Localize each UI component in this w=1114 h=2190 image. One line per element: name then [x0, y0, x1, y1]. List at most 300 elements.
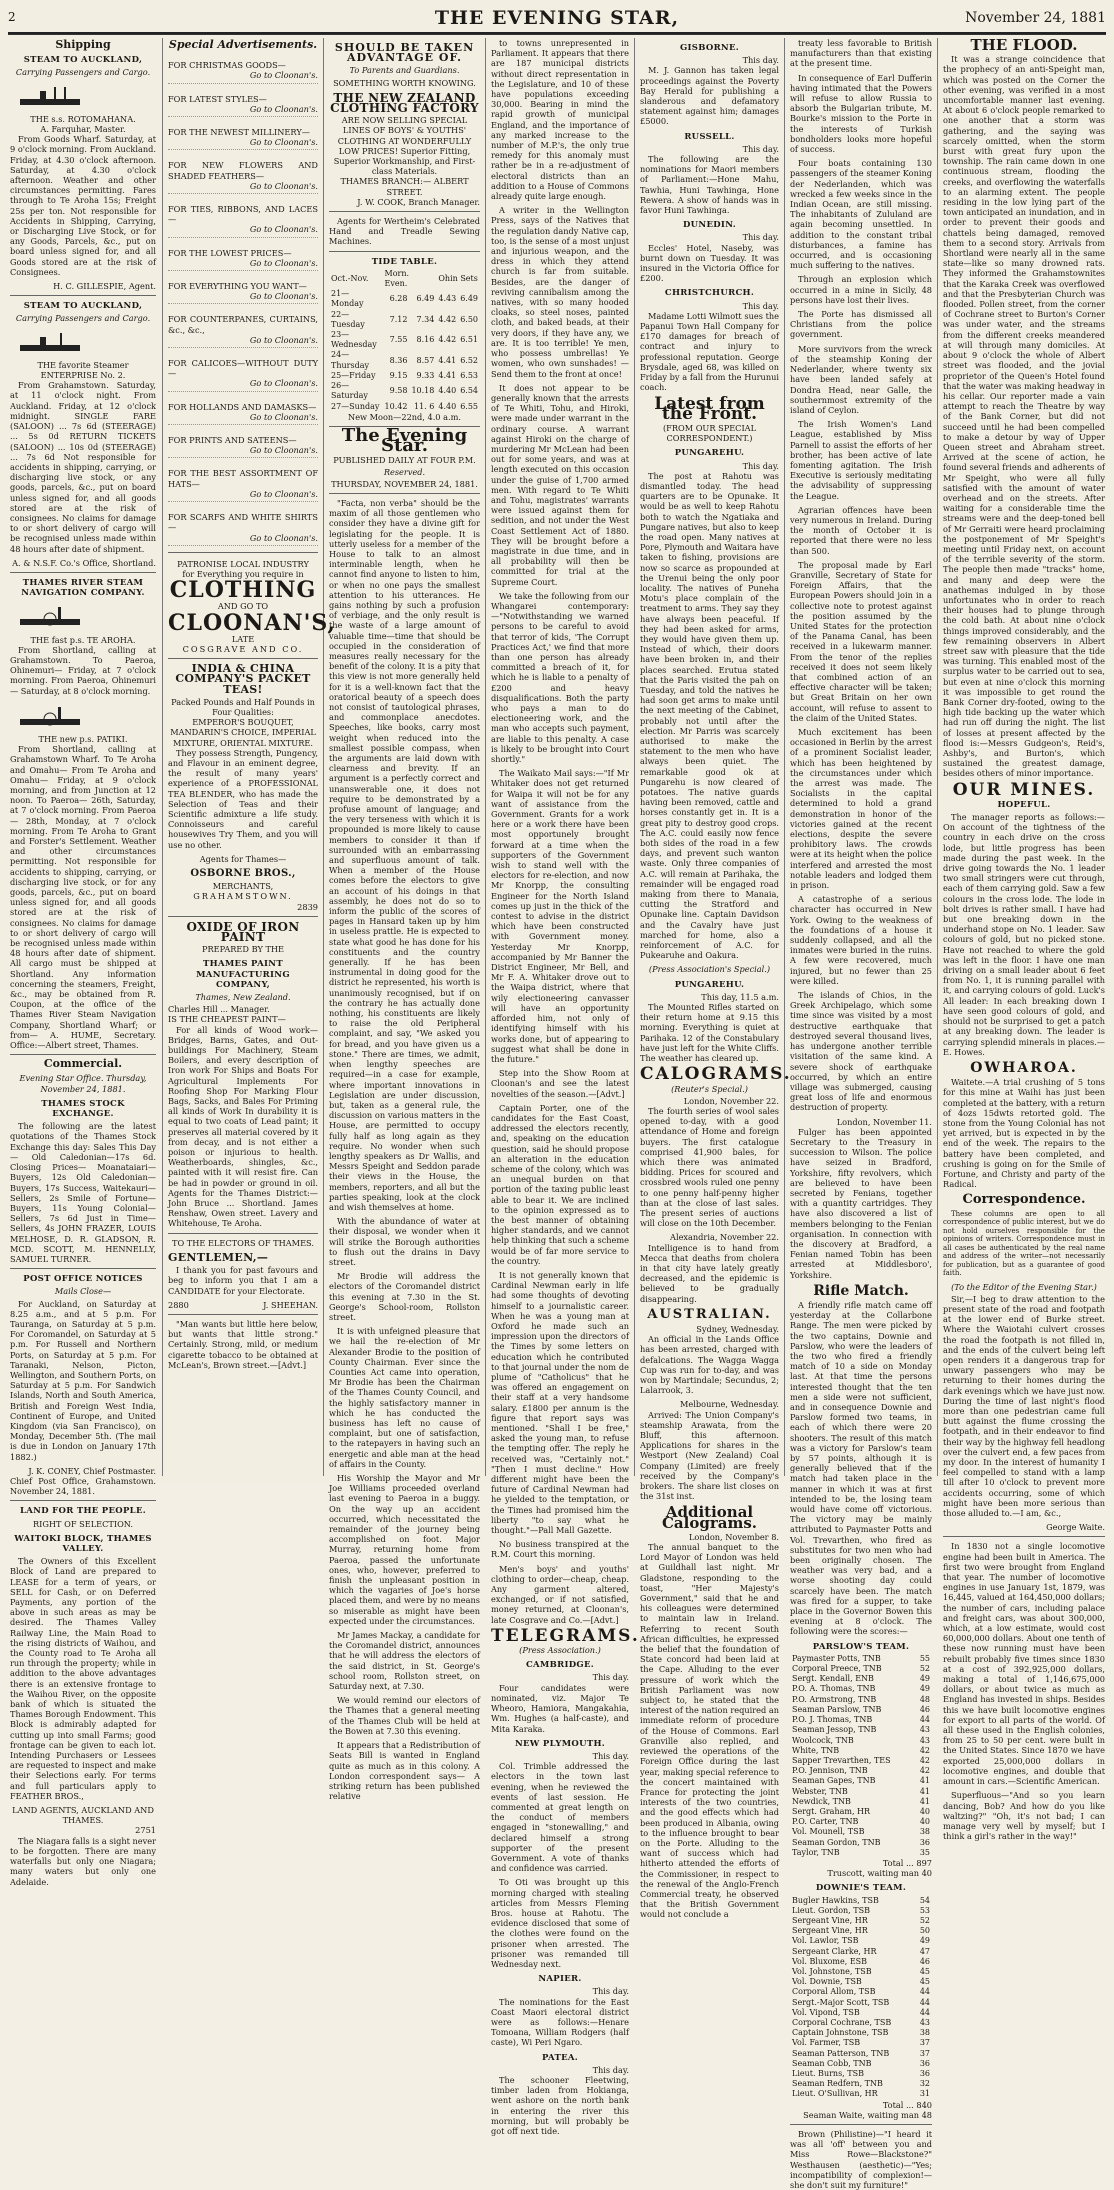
table-row — [790, 1817, 932, 1827]
shooter-score: 42 — [919, 1766, 930, 1776]
shooter-score: 36 — [919, 1837, 930, 1847]
leader-paragraph: "Facta, non verba" should be the maxim of all those gentlemen who consider they have a divine gift for legislating for the people. It is utterly useless for a member of the House to talk to an almost interminable length, when he cannot find anyone to listen to him, or when no one pays the smallest attention to his utterances. He gains nothing by such a profusion of verbiage, and the only result is the waste of a large amount of valuable time—time that should be occupied in the consideration of measures really necessary for the benefit of the colony. It is a pity that this view is not more generally held for it is a well-known fact that the oratorical beauty of a speech does not consist of tautological phrases, and commonplace anecdotes. Speeches, like books, carry most weight when reduced into the smallest possible compass, when the arguments are laid down with clearness and brevity. If an argument is a perfectly correct and unanswerable one, it does not require to be demonstrated by a profuse amount of language; and the very terseness with which it is propounded is more likely to cause members to consider it than if surrounded with an embarrassing and superfluous amount of talk. When a member of the House comes before the electors to give an account of his doings in that assembly, he does not do so to inform the public of the scores of pages in Hansard taken up by him in useless prattle. He is expected to state what good he has done for his constituents and the country generally. If he has been instrumental in doing good for the district he represented, his worth is unanimously recognised, but if on the contrary he has actually done nothing, his constituents are likely to raise the old Peripheral complaint, and say, "We asked you for bread, and you have given us a stone." There are times, we admit, when lengthy speeches are required—in a case for example, where important innovations in Legislation are under discussion, but, taken as a general rule, the discussion on various matters in the House, are permitted to occupy fully half as long again as they require. No wonder when such lengthy speakers as Dr Wallis, and Messrs Speight and Seddon parade their views in the House, the members, reporters, and all but the parties speaking, look at the clock and wish themselves at home. — [329, 497, 480, 1212]
star-title: The Evening Star. — [341, 424, 468, 457]
post-office-body: For Auckland, on Saturday at 8.25 a.m., and at 5 p.m. For Tauranga, on Saturday at 5 p.m. For Coromandel, on Saturday at 5 p.m. For Russell and Northern Ports, on Saturday at 5 p.m. For Taranaki, Nelson, Picton, Wellington, and Southern Ports, on Saturday at 5 p.m. For Sandwich Islands, North and South America, British and Foreign West India, Continent of Europe, and United Kingdom (via San Francisco), on Monday, December 5th. (The mail is due in London on January 17th 1882.) — [10, 1298, 156, 1462]
news-paragraph: It is not generally known that Cardinal Newman early in life had some thoughts of devoting himself to a journalistic career. When he was a young man at Oxford he made such an impression upon the directors of the Times by some letters on education which he contributed to that journal under the nom de plume of "Catholicus" that he was offered an engagement on their staff at a very handsome salary. £1800 per annum is the figure that report says was mentioned. "Shall I be free," asked the young man, to refuse the tempting offer. The reply he received was, "Certainly not." "Then I must decline." How different might have been the future of Cardinal Newman had he yielded to the temptation, or the Times had promised him the liberty "to say what he thought."—Pall Mall Gazette. — [491, 1269, 629, 1536]
india-list: EMPEROR'S BOUQUET, MANDARIN'S CHOICE, IMPERIAL MIXTURE, ORIENTAL MIXTURE. — [170, 717, 316, 748]
column-rule — [162, 38, 163, 1476]
tide-table-header — [329, 269, 480, 289]
column-rule — [784, 38, 785, 1476]
tide-cell: 6.49 — [416, 294, 435, 304]
cloonan-ad-line — [168, 248, 318, 271]
goto-text: AND GO TO — [217, 601, 269, 612]
shooter-score: 42 — [919, 1755, 930, 1765]
telegram-paragraph: Four candidates were nominated, viz. Major Te Wheoro, Hamiora, Mangakahia, Wm. Hughes (a half-caste), and Mita Karaka. — [491, 1682, 629, 1734]
shooter-name: Sergt. Kendall, ENB — [792, 1674, 874, 1684]
column-shipping — [10, 38, 156, 1887]
tide-table — [329, 269, 480, 412]
tide-cell: 7.34 — [416, 314, 435, 324]
column-cables-rifle — [790, 38, 932, 2190]
land-body: The Owners of this Excellent Block of Land are prepared to LEASE for a term of years, or SELL for Cash, or on Deferred Payments, any portion of the above in such areas as may be desired. The Thames Valley Railway Line, the Main Road to the rising districts of Waihou, and the County road to Te Aroha all run through the property; while in addition to the above advantages there is an extensive frontage to the Waihou River, on the opposite bank of which is situated the Thames Borough Endowment. This Block is admirably adapted for cutting up into small Farms; good frontage can be given to each lot. Intending Purchasers or Lessees are requested to inspect and make their Selections early. For terms and full particulars apply to FEATHER BROS., — [10, 1556, 156, 1801]
ad-number: 2751 — [135, 1825, 156, 1836]
stock-quotations: The following are the latest quotations of the Thames Stock Exchange this day: Sales This Day— Old Caledonian—17s 6d. Closing Prices— Moanataiari—Buyers, 12s Old Caledonian—Buyers, 17s Success, Waitekauri—Sellers, 2s Smile of Fortune—Buyers, 11s Young Colonial—Sellers, 7s 6d Just in Time—Sellers, 4s JOHN FRAZER, LOUIS MELHOSE, D. R. GLADSON, R. MCD. SCOTT, M. HENNELLY, SAMUEL TURNER. — [10, 1121, 156, 1264]
cloonan-ad-text: FOR THE LOWEST PRICES— — [168, 247, 292, 258]
ship-name: THE fast p.s. TE AROHA. — [30, 634, 136, 645]
cosgrave-text: COSGRAVE AND CO. — [182, 643, 304, 654]
parslow-total: Total ... 897 — [882, 1857, 932, 1868]
cable-paragraph: treaty less favorable to British manufacturers than that existing at the present time. — [790, 38, 932, 69]
dateline-place: CHRISTCHURCH. — [664, 288, 755, 299]
tide-header-cell: Ohin Sets — [438, 273, 478, 283]
dateline-time: This day. — [592, 1986, 629, 1997]
shooter-score: 41 — [919, 1796, 930, 1806]
table-row — [790, 1654, 932, 1664]
shooter-score: 49 — [919, 1936, 930, 1946]
cloonan-ad-text: FOR HOLLANDS AND DAMASKS— — [168, 401, 317, 412]
table-row — [790, 1848, 932, 1858]
dateline-place: GISBORNE. — [679, 43, 740, 53]
shooter-name: Taylor, TNB — [792, 1847, 840, 1857]
tide-cell: 6.28 — [389, 294, 408, 304]
humour-snippet: Brown (Philistine)—"I heard it was all 'off' between you and Miss Rowe—Blackstone?" Westhausen (aesthetic)—"Yes; incompatibility of complexion!—she don't suit my furniture!" — [790, 2129, 932, 2190]
table-row — [790, 1838, 932, 1848]
shooter-score: 31 — [919, 2089, 930, 2099]
oxide-sub: PREPARED BY THE — [201, 944, 285, 955]
osborne-name: OSBORNE BROS., — [190, 867, 296, 879]
tide-cell: 6.51 — [460, 335, 478, 345]
shooter-score: 37 — [919, 2048, 930, 2058]
shooter-name: Corporal Preece, TNB — [792, 1664, 882, 1674]
leader-paragraph: We would remind our electors of the Thames that a general meeting of the Thames Club will be held at the Bowen at 7.30 this evening. — [329, 1695, 480, 1736]
cloonan-ad-list — [168, 60, 318, 546]
press-special: (Press Association's Special.) — [648, 964, 771, 975]
shooter-score: 37 — [919, 2038, 930, 2048]
shooter-name: Webster, TNB — [792, 1786, 848, 1796]
table-row — [790, 1936, 932, 1946]
steamship-icon — [10, 83, 156, 109]
cloonan-ad-line — [168, 60, 318, 83]
oxide-location: Thames, New Zealand. — [195, 992, 291, 1003]
section-heading-commercial: Commercial. — [43, 1057, 123, 1071]
cable-paragraph: Fulger has been appointed Secretary to the Treasury in succession to Wilson. The police have seized in Bradford, Yorkshire, fifty revolvers, which are believed to have been secreted by Fenians, together with a quantity cartridges. They have also discovered a list of members belonging to the Fenian organisation. In connection with the discovery at Bradford, a Fenian named Tobin has been arrested at Middlesboro', Yorkshire. — [790, 1126, 932, 1280]
tide-cell: 23—Wednesday — [331, 330, 377, 350]
humour-snippet: Superfluous—"And so you learn dancing, Bob? And how do you like waltzing?" "Oh, it's not bad; I can manage very well by myself; but I think a girl's rather in the way!" — [943, 1790, 1105, 1842]
dateline-place: RUSSELL. — [684, 131, 735, 142]
cloonan-ad-text: FOR CHRISTMAS GOODS— — [168, 60, 286, 71]
shooter-name: Vol. Lawlor, TSB — [792, 1936, 859, 1946]
dateline-time: London, November 22. — [683, 1095, 779, 1106]
table-row — [790, 1705, 932, 1715]
calograms-heading: CALOGRAMS. — [640, 1064, 792, 1085]
steamship-icon — [10, 329, 156, 355]
shooter-name: Lieut. O'Sullivan, HR — [792, 2089, 878, 2099]
table-row — [790, 1926, 932, 1936]
cloonan-ad-text: FOR NEW FLOWERS AND SHADED FEATHERS— — [168, 160, 318, 181]
dateline-place: PATEA. — [541, 2052, 579, 2063]
shooter-score: 44 — [919, 1715, 930, 1725]
shooter-score: 49 — [919, 1684, 930, 1694]
clothing-factory-heading: SHOULD BE TAKEN ADVANTAGE OF. — [334, 41, 475, 65]
shooter-score: 40 — [919, 1817, 930, 1827]
news-paragraph: Captain Porter, one of the candidates for the East Coast, addressed the electors recently, and, speaking on the education question, said he should propose an alteration in the education scheme of the colony, which was an unequal burden on that portion of the taxing public least able to bear it. We are inclined to the opinion expressed as to the best manner of obtaining higher standards, and we cannot help thinking that such a scheme would be of far more service to the country. — [491, 1102, 630, 1266]
shooter-name: Paymaster Potts, TNB — [792, 1653, 881, 1663]
ad-agent: A. & N.S.F. Co.'s Office, Shortland. — [12, 557, 156, 568]
shooter-score: 38 — [919, 2028, 930, 2038]
telegram-paragraph: Eccles' Hotel, Naseby, was burnt down on Tuesday. It was insured in the Victoria Office for £200. — [640, 242, 779, 284]
calogram-paragraph: The fourth series of wool sales opened to-day, with a good attendance of Home and foreign buyers. The first catalogue comprised 41,900 bales, for which there was animated bidding. Prices for scoured and crossbred wools ruled one penny to one penny half-penny higher than at the close of last sales. The present series of auctions will close on the 10th December. — [640, 1105, 779, 1229]
ad-body: From Goods Wharf. Saturday, at 9 o'clock morning. From Auckland. Friday, at 4.30 o'clock afternoon. Saturday, at 4.30 o'clock afternoon. Weather and other circumstances permitting. Fares through to Te Aroha 15s; Freight 25s per ton. Not responsible for Accidents in Shipping, Carrying, or Discharging Live Stock, or for any Goods, Parcels, &c., put on board unless signed for, and all Goods stored are at the risk of Consignees. — [10, 134, 156, 277]
calograms-sub: (Reuter's Special.) — [671, 1083, 748, 1094]
clothing-factory-name: THE NEW ZEALAND CLOTHING FACTORY — [330, 90, 479, 116]
tide-cell: 27—Sunday — [331, 401, 380, 411]
india-china-heading: INDIA & CHINA COMPANY'S PACKET TEAS! — [175, 662, 311, 696]
tide-cell: 6.50 — [460, 314, 478, 324]
shooter-name: P.O. A. Thomas, TNB — [792, 1684, 876, 1694]
clothing-factory-branch: THAMES BRANCH:— ALBERT STREET. — [340, 176, 469, 197]
dateline-time: This day. — [742, 143, 779, 154]
dateline-time: This day, 11.5 a.m. — [701, 991, 779, 1002]
correspondence-note: These columns are open to all correspondence of public interest, but we do not hold ourselves responsible for the opinions of writers. Correspondence must in all cases be authenticated by the real name and address of the writer—not necessarily for publication, but as a guarantee of good faith. — [943, 1209, 1105, 1278]
cloonan-ad-line — [168, 160, 318, 194]
cloonan-ad-goto: Go to Cloonan's. — [249, 70, 318, 81]
tide-cell: 4.41 — [438, 355, 457, 365]
ad-agent: H. C. GILLESPIE, Agent. — [53, 281, 156, 292]
divider — [329, 493, 480, 494]
clothing-factory-tagline: SOMETHING WORTH KNOWING. — [333, 77, 476, 88]
parslow-scores — [790, 1654, 932, 1858]
divider — [10, 572, 156, 573]
land-sub: RIGHT OF SELECTION. — [32, 1518, 134, 1529]
tide-cell: 9.15 — [389, 370, 408, 380]
ad-subheading: Carrying Passengers and Cargo. — [15, 313, 151, 324]
shooter-score: 35 — [919, 1847, 930, 1857]
telegram-paragraph: The following are the nominations for Maori members of Parliament:—Hone Mahu, Tawhia, Huni Tawhinga, Hone Rewera. A show of hands was in favor Huni Tawhinga. — [640, 154, 779, 216]
column-special-adverts — [168, 38, 337, 1478]
cloonan-ad-line — [168, 435, 318, 458]
column-rule — [323, 38, 324, 1476]
table-row — [790, 1776, 932, 1786]
cloonan-ad-text: FOR THE BEST ASSORTMENT OF HATS— — [168, 468, 318, 489]
column-editorial — [329, 38, 480, 1802]
shooter-score: 48 — [919, 1694, 930, 1704]
news-paragraph: to towns unrepresented in Parliament. It appears that there are 187 municipal districts without direct representation in the Legislature, and 10 of these have populations exceeding 30,000. Bearing in mind the rapid growth of municipal England, and the importance of any marked increase to the number of M.P.'s, the only true remedy for this anomaly must rather be in a re-adjustment of electoral districts than an addition to a House of Commons already quite large enough. — [491, 38, 629, 202]
dateline-time: This day. — [742, 232, 779, 243]
correspondence-to-editor: (To the Editor of the Evening Star.) — [951, 1281, 1097, 1292]
paddle-steamer-icon — [10, 603, 156, 629]
shooter-score: 53 — [919, 1905, 930, 1915]
ad-heading: STEAM TO AUCKLAND, — [23, 55, 143, 66]
tide-cell: 8.16 — [416, 335, 435, 345]
column-flood-mines — [943, 36, 1105, 1842]
table-row — [329, 330, 480, 350]
divider — [168, 658, 318, 659]
india-agents: Agents for Thames— — [199, 853, 287, 864]
shooter-score: 52 — [919, 1664, 930, 1674]
news-paragraph: Men's boys' and youths' clothing to order—cheap, cheap. Any garment altered, exchanged, or if not satisfied, money returned, at Cloonan's, late Cosgrave and Co.—[Advt.] — [491, 1563, 629, 1625]
shooter-name: Captain Johnstone, TSB — [792, 2028, 889, 2038]
telegram-paragraph: The schooner Fleetwing, timber laden from Hokianga, went ashore on the north bank in entering the river this morning, but will probably be got off next tide. — [491, 2075, 629, 2137]
patronise-heading: PATRONISE LOCAL INDUSTRY — [177, 558, 309, 569]
ship-master: A. Farquhar, Master. — [40, 124, 126, 135]
table-row — [790, 1947, 932, 1957]
dateline-time: This day. — [592, 2064, 629, 2075]
ad-subheading: Carrying Passengers and Cargo. — [15, 67, 151, 78]
shooter-name: Lieut. Burns, TSB — [792, 2069, 864, 2078]
leader-paragraph: It is with unfeigned pleasure that we hail the re-election of Mr Alexander Brodie to the position of County Chairman. Ever since the Counties Act came into operation, Mr Brodie has been the Chairman of the Thames County Council, and the highly satisfactory manner in which he has conducted the business has left no cause of complaint, but one of satisfaction, to the ratepayers in having such an energetic and able man at the head of affairs in the County. — [329, 1326, 480, 1469]
newspaper-title: THE EVENING STAR, — [434, 7, 680, 29]
leader-paragraph: His Worship the Mayor and Mr Joe Williams proceeded overland last evening to Paeroa in a buggy. On the way up an accident occurred, which necessitated the remainder of the journey being accomplished on foot. Major Murray, returning home from Paeroa, passed the unfortunate ones, who, however, preferred to finish the unpleasant position in which the vagaries of Joe's horse placed them, and were by no means so miserable as might have been expected under the circumstances. — [329, 1473, 480, 1626]
tide-cell: 24—Thursday — [331, 350, 369, 370]
tide-cell: 4.42 — [438, 335, 457, 345]
cloonan-ad-line — [168, 314, 318, 348]
downie-scores — [790, 1896, 932, 2100]
shooter-score: 32 — [919, 2079, 930, 2089]
cable-paragraph: More survivors from the wreck of the steamship Koning der Nederlander, where twenty six have been landed safely at Dondra Head, near Galle, the southernmost extremity of the island of Ceylon. — [790, 343, 932, 415]
shooter-name: Sergeant Clarke, HR — [792, 1946, 877, 1956]
advert-snippet: "Man wants but little here below, but wants that little strong." Certainly. Strong, mild, or medium cigarette tobacco to be obtained at McLean's, Brown street.—[Advt.] — [168, 1318, 318, 1370]
hopeful-heading: HOPEFUL. — [997, 799, 1051, 810]
downie-waiting: Seaman Waite, waiting man 48 — [803, 2109, 932, 2120]
shooter-name: Sergt. Graham, HR — [792, 1806, 871, 1816]
flood-report: It was a strange coincidence that the prophecy of an anti-Speight man, which was posted on the Corner the other evening, was verified in a most uncomfortable manner last evening. At about 6 o'clock people remarked to one another that a storm was gathering, and the saying was scarcely omitted, when the storm burst with great fury upon the township. The rain came down in one continuous stream, flooding the creeks, and overflowing the waterfalls to an alarming extent. The people residing in the low lying part of the town anticipated an inundation, and in order to prevent their goods and chattels being damaged, removed them to a second story. Arrivals from Shortland were nearly all in the same state—like so many drowned rats. They informed the Grahamstownites that the Karaka Creek was overflowed and that the Presbyterian Church was flooded. Pollen street, from the corner of Cochrane street to Burton's Corner was under water, and the streams from the different creeks meandered at will through many domiciles. At about 9 o'clock the whole of Albert street was flooded, and the jovial proprietor of the Queen's Hotel found that the water was making headway in his cellar. Our reporter made a vain attempt to reach the Theatre by way of the Bank Corner, but did not succeed until he had been compelled to make a detour by way of Upper Queen street and Abraham street. Arrived at the scene of action, he found several friends and adherents of Mr Speight, who were all fully satisfied with the amount of water overhead and on the streets. After waiting for a considerable time the streams were and the deep-toned bell of Mr Gerraiti were heard proclaiming the postponement of Mr Speight's meeting until Friday next, on account of the terrible severity of the storm. The people then made "tracks" home, and many and deep were the anathemas indulged in by those unfortunates who in order to reach their houses had to plunge through the cold bath. At about nine o'clock things improved considerably, and the few remaining observers in Albert street saw with pleasure that the tide was turning. This enabled most of the surplus water to be carried out to sea, but even at nine o'clock this morning it was impossible to get round the Bank Corner dry-footed, owing to the high tide backing up the water which had run off during the night. The list of losses at present affected by the flood is:—Messrs Gudgeon's, Reid's, Ashby's, and Burton's, which sustained the greatest damage, besides others of minor importance. — [943, 54, 1105, 779]
table-row — [790, 2069, 932, 2079]
dateline-place: CAMBRIDGE. — [525, 1660, 595, 1671]
oxide-cheapest: IS THE CHEAPEST PAINT— — [168, 1014, 286, 1025]
shooter-name: Sergeant Vine, HR — [792, 1926, 868, 1936]
shooter-name: Vol. Bluxome, ESB — [792, 1956, 868, 1966]
table-row — [790, 2079, 932, 2089]
divider — [10, 1054, 156, 1055]
shooter-name: Corporal Cochrane, TSB — [792, 2017, 892, 2027]
table-row — [790, 1896, 932, 1906]
table-row — [790, 1906, 932, 1916]
shooter-score: 45 — [919, 1977, 930, 1987]
mine-report: The manager reports as follows:—On account of the tightness of the country in each drive on the cross lode, but little progress has been made during the past week. In the drive going towards the No. 1 leader two small stringers were cut through, each of them carrying gold. Saw a few colours in the cross lode. The lode in bolt drives is rather small. I have had but one breaking down in the underhand stope on No. 1 leader. Saw colours of gold, but no picked stone. Have not reached to where the gold was left in the floor. I have one man driving on a small leader about 6 feet from No. 1, it is running parallel with it, and carrying colours of gold. Luck's All leader: In each breaking down I have seen good colours of gold, and should not be surprised to get a patch at any breaking down. The leader is carrying splendid minerals in places.—E. Howes. — [943, 812, 1105, 1057]
downie-team-heading: DOWNIE'S TEAM. — [815, 1883, 907, 1894]
ad-body: From Shortland, calling at Grahamstown. To Paeroa, Ohinemuri— Friday, at 7 o'clock morning. From Paeroa, Ohinemuri— Saturday, at 8 o'clock morning. — [10, 644, 156, 696]
letter-signature: George Waite. — [1046, 1522, 1105, 1533]
divider — [168, 552, 318, 553]
australian-paragraph: An official in the Lands Office has been arrested, charged with defalcations. The Wagga Wagga Cup was run for to-day, and was won by Martindale; Secundus, 2; Lalarrook, 3. — [640, 1334, 779, 1396]
rifle-match-heading: Rifle Match. — [813, 1282, 909, 1299]
india-body: They possess Strength, Pungency, and Flavour in an eminent degree, the result of many years' experience of a PROFESSIONAL TEA BLENDER, who has made the Selection of Teas and their Scientific admixture a life study. Connoisseurs and careful housewives Try Them, and you will use no other. — [168, 747, 318, 850]
shooter-name: Sergeant Vine, HR — [792, 1915, 868, 1925]
dateline-time: Sydney, Wednesday. — [696, 1323, 779, 1334]
paddle-steamer-icon — [10, 703, 156, 729]
table-row — [790, 1684, 932, 1694]
shooter-name: P.O. J. Thomas, TNB — [792, 1715, 873, 1725]
table-row — [790, 1664, 932, 1674]
shooter-score: 49 — [919, 1674, 930, 1684]
table-row — [790, 1787, 932, 1797]
leader-paragraph: Mr Brodie will address the electors of the Coromandel district this evening at 7.30 in the St. George's School-room, Rollston street. — [329, 1271, 480, 1322]
leader-paragraph: Mr James Mackay, a candidate for the Coromandel district, announces that he will address the electors of the said district, in St. George's school room, Rollston street, on Saturday next, at 7.30. — [329, 1630, 480, 1692]
shooter-name: Woolcock, TNB — [792, 1735, 854, 1745]
star-published: PUBLISHED DAILY AT FOUR P.M. — [333, 455, 476, 466]
tide-cell: 4.41 — [438, 370, 457, 380]
clothing-factory-manager: J. W. COOK, Branch Manager. — [357, 196, 480, 207]
cloonan-ad-goto: Go to Cloonan's. — [249, 180, 318, 191]
calogram-paragraph: The annual banquet to the Lord Mayor of London was held at Guildhall last night. Mr Gladstone, responding to the toast, "Her Majesty's Government," said that he and his colleagues were determined to maintain law in Ireland. Referring to recent South African difficulties, he expressed the belief that the foundation of State concord had been laid at the Cape. Alluding to the ever pressure of work which the British Parliament was now subject to, he stated that the interest of the nation required an immediate reform of procedure of the House of Commons. Earl Granville also replied, and reviewed the operations of the Foreign Office during the last year, making special reference to the concert maintained with France for protecting the joint interests of the two countries, and the good effects which had been produced in Albania, owing to the influence brought to bear on the Porte. Alluding to the want of success which had hitherto attended the efforts of the Commissioner, in respect to the renewal of the Anglo-French Commercial treaty, he observed that the British Government would not conclude a — [640, 1542, 779, 1920]
telegrams-heading: TELEGRAMS. — [491, 1625, 640, 1646]
ship-name: THE s.s. ROTOMAHANA. — [30, 113, 136, 124]
telegram-paragraph: Col. Trimble addressed the electors in the town last evening, when he reviewed the events of last session. He commented at great length on the conduct of members engaged in "stonewalling," and declared himself a strong supporter of the present Government. A vote of thanks and confidence was carried. — [491, 1761, 629, 1874]
divider — [10, 1500, 156, 1501]
cloonan-ad-line — [168, 127, 318, 150]
patronise-sub: for Everything you require in — [182, 568, 304, 579]
telegrams-sub: (Press Association.) — [519, 1645, 601, 1656]
shooter-score: 41 — [919, 1786, 930, 1796]
shooter-name: Sapper Trevarthen, TES — [792, 1755, 891, 1765]
electors-salutation: GENTLEMEN,— — [168, 1250, 269, 1264]
letter-body: Sir,—I beg to draw attention to the present state of the road and footpath at the lower end of Burke street. Where the Waiotahi culvert crosses the road the footpath is not filled in, and the ends of the culvert being left open renders it a dangerous trap for unwary passengers who may be returning to their homes during the dark evenings which we have just now. During the time of last night's flood more than one pedestrian came full butt against the flume crossing the footpath, and in their endeavor to find their way by the highway fell headlong over the culvert end, a few paces from my door. In the interest of humanity I feel compelled to stand with a lamp till after 10 o'clock to prevent more accidents occurring, some of which might have been more serious than those alluded to.—I am, &c., — [943, 1293, 1105, 1519]
shooter-name: Seaman Redfern, TNB — [792, 2079, 883, 2089]
post-office-signature: J. K. CONEY, Chief Postmaster. — [28, 1465, 156, 1476]
tide-cell: 4.42 — [438, 314, 457, 324]
news-paragraph: No business transpired at the R.M. Court this morning. — [491, 1539, 629, 1560]
star-reserved: Reserved. — [383, 466, 426, 477]
divider — [790, 2124, 932, 2125]
post-office-sub: Mails Close— — [54, 1286, 112, 1297]
shooter-score: 54 — [919, 1895, 930, 1905]
flood-heading: THE FLOOD. — [970, 36, 1078, 54]
cable-paragraph: The proposal made by Earl Granville, Secretary of State for Foreign Affairs, that the European Powers should join in a collective note to protest against the position assumed by the United States for the protection of the Panama Canal, has been received in a lukewarm manner. From the tenor of the replies received it does not seem likely that combined action of an effective character will be taken; but Great Britain on her own account, will refuse to assent to the claim of the United States. — [790, 559, 932, 723]
ad-body: From Grahamstown. Saturday, at 11 o'clock night. From Auckland. Friday, at 12 o'clock midnight. SINGLE FARE (SALOON) ... 7s 6d (STEERAGE) ... 5s 0d RETURN TICKETS (SALOON) ... 10s 0d (STEERAGE) ... 7s 6d Not responsible for accidents in shipping, carrying, or discharging live stock, or any goods, parcels, &c., put on board unless signed for, and all goods stored are at the risk of consignees. No claims for damage to or short delivery of cargo will be recognised unless made within 48 hours after date of shipment. — [10, 380, 156, 554]
front-report: The Mounted Rifles started on their return home at 9.15 this morning. Everything is quiet at Parihaka. 12 of the Constabulary have just left for the White Cliffs. The weather has cleared up. — [640, 1002, 779, 1064]
tide-cell: 10.18 — [411, 386, 435, 396]
cloonan-ad-goto: Go to Cloonan's. — [249, 103, 318, 114]
australian-paragraph: Arrived: The Union Company's steamship Arawata, from the Bluff, this afternoon. Applications for shares in the Westport (New Zealand) Coal Company (Limited) are freely received by the Company's brokers. The share list closes on the 31st inst. — [640, 1409, 779, 1502]
shooter-score: 41 — [919, 1776, 930, 1786]
electors-footer — [168, 1300, 318, 1310]
advert-snippet: The Niagara falls is a sight never to be forgotten. There are many waterfalls but only one Niagara; many waters but only one Adelaide. — [10, 1835, 156, 1887]
column-news — [491, 38, 640, 2137]
cloonan-ad-goto: Go to Cloonan's. — [249, 445, 318, 456]
divider — [168, 1314, 318, 1315]
shooter-name: Sergt.-Major Scott, TSB — [792, 1997, 890, 2007]
tide-cell: 8.57 — [416, 355, 435, 365]
dateline-place: NAPIER. — [538, 1974, 582, 1985]
latest-front-heading: Latest from the Front. — [654, 393, 765, 424]
cable-paragraph: Through an explosion which occurred in a mine in Sicily, 48 persons have lost their lives. — [790, 274, 932, 305]
table-row — [790, 2059, 932, 2069]
tide-cell: 9.58 — [389, 386, 408, 396]
tide-cell: 26—Saturday — [331, 381, 368, 401]
stock-exchange-heading: THAMES STOCK EXCHANGE. — [41, 1098, 125, 1120]
cloonan-ad-text: FOR PRINTS AND SATEENS— — [168, 435, 297, 446]
cloonan-ad-goto: Go to Cloonan's. — [249, 291, 318, 302]
tide-header-cell: Oct.-Nov. — [331, 273, 369, 283]
cloonan-ad-text: FOR THE NEWEST MILLINERY— — [168, 127, 310, 138]
ad-number: 2880 — [168, 1299, 189, 1310]
table-row — [329, 371, 480, 381]
owharoa-report: Waitete.—A trial crushing of 5 tons for this mine at Waihi has just been completed at the battery, with a return of 4ozs 15dwts retorted gold. The stone from the Young Colonial has not yet arrived, but is expected in by the end of the week. The repairs to the battery have been completed, and crushing is going on for the Smile of Fortune, and Christy and party of the Radical. — [943, 1077, 1105, 1190]
parslow-team-heading: PARSLOW'S TEAM. — [812, 1641, 910, 1652]
table-row — [790, 1725, 932, 1735]
shooter-score: 50 — [919, 1926, 930, 1936]
cable-paragraph: The Irish Women's Land League, established by Miss Parnell to assist the efforts of her brother, has been active of late fomenting agitation. The Irish Executive is seriously meditating the advisability of suppressing the League. — [790, 419, 932, 501]
cable-paragraph: Four boats containing 130 passengers of the steamer Koning der Nederlanden, which was wrecked a few weeks since in the Indian Ocean, are still missing. The inhabitants of Zululand are again becoming unsettled. In addition to the constant tribal disturbances, a famine has occurred, and is occasioning much suffering to the natives. — [790, 158, 932, 271]
additional-calograms-heading: Additional Calograms. — [661, 1503, 757, 1532]
table-row — [790, 1736, 932, 1746]
table-row — [790, 1977, 932, 1987]
cloonan-ad-goto: Go to Cloonan's. — [249, 224, 318, 235]
ad-heading: STEAM TO AUCKLAND, — [23, 301, 143, 312]
calogram-paragraph: Intelligence is to hand from Mecca that deaths from cholera in that city have lately greatly decreased, and the epidemic is believed to be gradually disappearing. — [640, 1242, 779, 1304]
column-rule — [937, 38, 938, 1476]
table-row — [790, 1916, 932, 1926]
tide-cell: 6.52 — [460, 355, 478, 365]
cable-paragraph: Much excitement has been occasioned in Berlin by the arrest of a prominent Socialist leader, which has been heightened by the circumstances under which the arrest was made. The Socialists in the capital determined to hold a grand demonstration in honor of the victories gained at the recent elections, despite the severe prohibitory laws. The crowds were at its height when the police interfered and arrested the most notable leaders and lodged them in prison. — [790, 727, 932, 891]
cable-paragraph: The islands of Chios, in the Greek Archipelago, which some time since was visited by a most destructive earthquake that destroyed several thousand lives, has undergone another terrible visitation of the same kind. A severe shock of earthquake occurred, by which an entire village was submerged, causing great loss of life and enormous destruction of property. — [790, 990, 932, 1113]
moon-phase: New Moon—22nd, 4.0 a.m. — [348, 411, 461, 422]
leader-paragraph: With the abundance of water at their disposal, we wonder when it will strike the Borough authorities to flush out the drains in Davy street. — [329, 1216, 480, 1267]
dateline-time: London, November 11. — [836, 1116, 932, 1127]
shooter-score: 43 — [919, 1725, 930, 1735]
grahamstown-text: GRAHAMSTOWN. — [193, 891, 293, 902]
electors-body: I thank you for past favours and beg to inform you that I am a CANDIDATE for your Electorate. — [168, 1265, 318, 1296]
dateline-place: NEW PLYMOUTH. — [514, 1738, 606, 1749]
post-office-heading: POST OFFICE NOTICES — [23, 1274, 143, 1285]
cable-paragraph: A catastrophe of a serious character has occurred in New York. Owing to the weakness of the foundations of a house it suddenly collapsed, and all the inmates were buried in the ruins. A few were recovered, much injured, but no fewer than 25 were killed. — [790, 894, 932, 986]
shooter-score: 46 — [919, 1956, 930, 1966]
news-paragraph: A writer in the Wellington Press, says of the Natives that the regulation dandy Native cap, too, is the sense of a most unjust and injurious weapon, and the dress in which they attend church is far from suitable. Besides, are the danger of reviving cannibalism among the natives, with so many hooded cloaks, so steel noses, painted cloth, and baked beads, at their very doors, if they have any, we are. It is too terrible! Ye men, who possess umbrellas! Ye women, who own sunshades! —Send them to the front at once! — [491, 205, 629, 379]
table-row — [329, 381, 480, 401]
table-row — [329, 310, 480, 330]
table-row — [790, 1766, 932, 1776]
telegram-paragraph: Madame Lotti Wilmott sues the Papanui Town Hall Company for £170 damages for breach of contract and injury to professional reputation. George Brysdale, aged 68, was killed on Friday by a fall from the Hurunui coach. — [640, 310, 779, 393]
ad-heading: THAMES RIVER STEAM NAVIGATION COMPANY. — [21, 577, 145, 599]
land-heading: LAND FOR THE PEOPLE. — [19, 1506, 146, 1517]
divider — [329, 251, 480, 252]
shooter-name: Seaman Cobb, TNB — [792, 2058, 872, 2068]
table-row — [790, 1695, 932, 1705]
page-number: 2 — [8, 10, 16, 24]
shooter-score: 43 — [919, 1735, 930, 1745]
cloonan-ad-line — [168, 281, 318, 304]
cloonan-ad-text: FOR TIES, RIBBONS, AND LACES— — [168, 204, 318, 225]
cloonan-ad-goto: Go to Cloonan's. — [249, 334, 318, 345]
telegram-paragraph: M. J. Gannon has taken legal proceedings against the Poverty Bay Herald for publishing a slanderous and defamatory statement against him; damages £5000. — [640, 65, 779, 127]
clothing-factory-sub: To Parents and Guardians. — [349, 65, 460, 76]
cloonan-ad-line — [168, 468, 318, 502]
shooter-name: Vol. Downie, TSB — [792, 1977, 862, 1987]
tide-cell: 4.40 — [438, 386, 457, 396]
shooter-score: 38 — [919, 1827, 930, 1837]
dateline-place: PUNGAREHU. — [674, 448, 745, 459]
tide-cell: 4.43 — [438, 294, 457, 304]
section-heading-shipping: Shipping — [55, 38, 111, 51]
cloonan-ad-goto: Go to Cloonan's. — [249, 378, 318, 389]
table-row — [790, 1807, 932, 1817]
shooter-score: 44 — [919, 2007, 930, 2017]
shooter-score: 40 — [919, 1806, 930, 1816]
cable-paragraph: The Porte has dismissed all Christians from the police government. — [790, 309, 932, 340]
table-row — [790, 1756, 932, 1766]
column-telegrams — [640, 38, 792, 1920]
shooter-name: Vol. Mounell, TSB — [792, 1827, 865, 1837]
land-block-heading: WAITOKI BLOCK, THAMES VALLEY. — [14, 1533, 152, 1554]
dateline-time: This day. — [592, 1750, 629, 1761]
shooter-score: 44 — [919, 1987, 930, 1997]
cloonan-ad-text: FOR CALICOES—WITHOUT DUTY— — [168, 358, 318, 379]
tide-cell: 25—Friday — [331, 370, 376, 380]
column-rule — [634, 38, 635, 1476]
table-row — [790, 1987, 932, 1997]
table-row — [790, 1746, 932, 1756]
commercial-dateline: Evening Star Office. Thursday, November 24, 1881. — [19, 1073, 147, 1094]
shooter-score: 42 — [919, 1745, 930, 1755]
